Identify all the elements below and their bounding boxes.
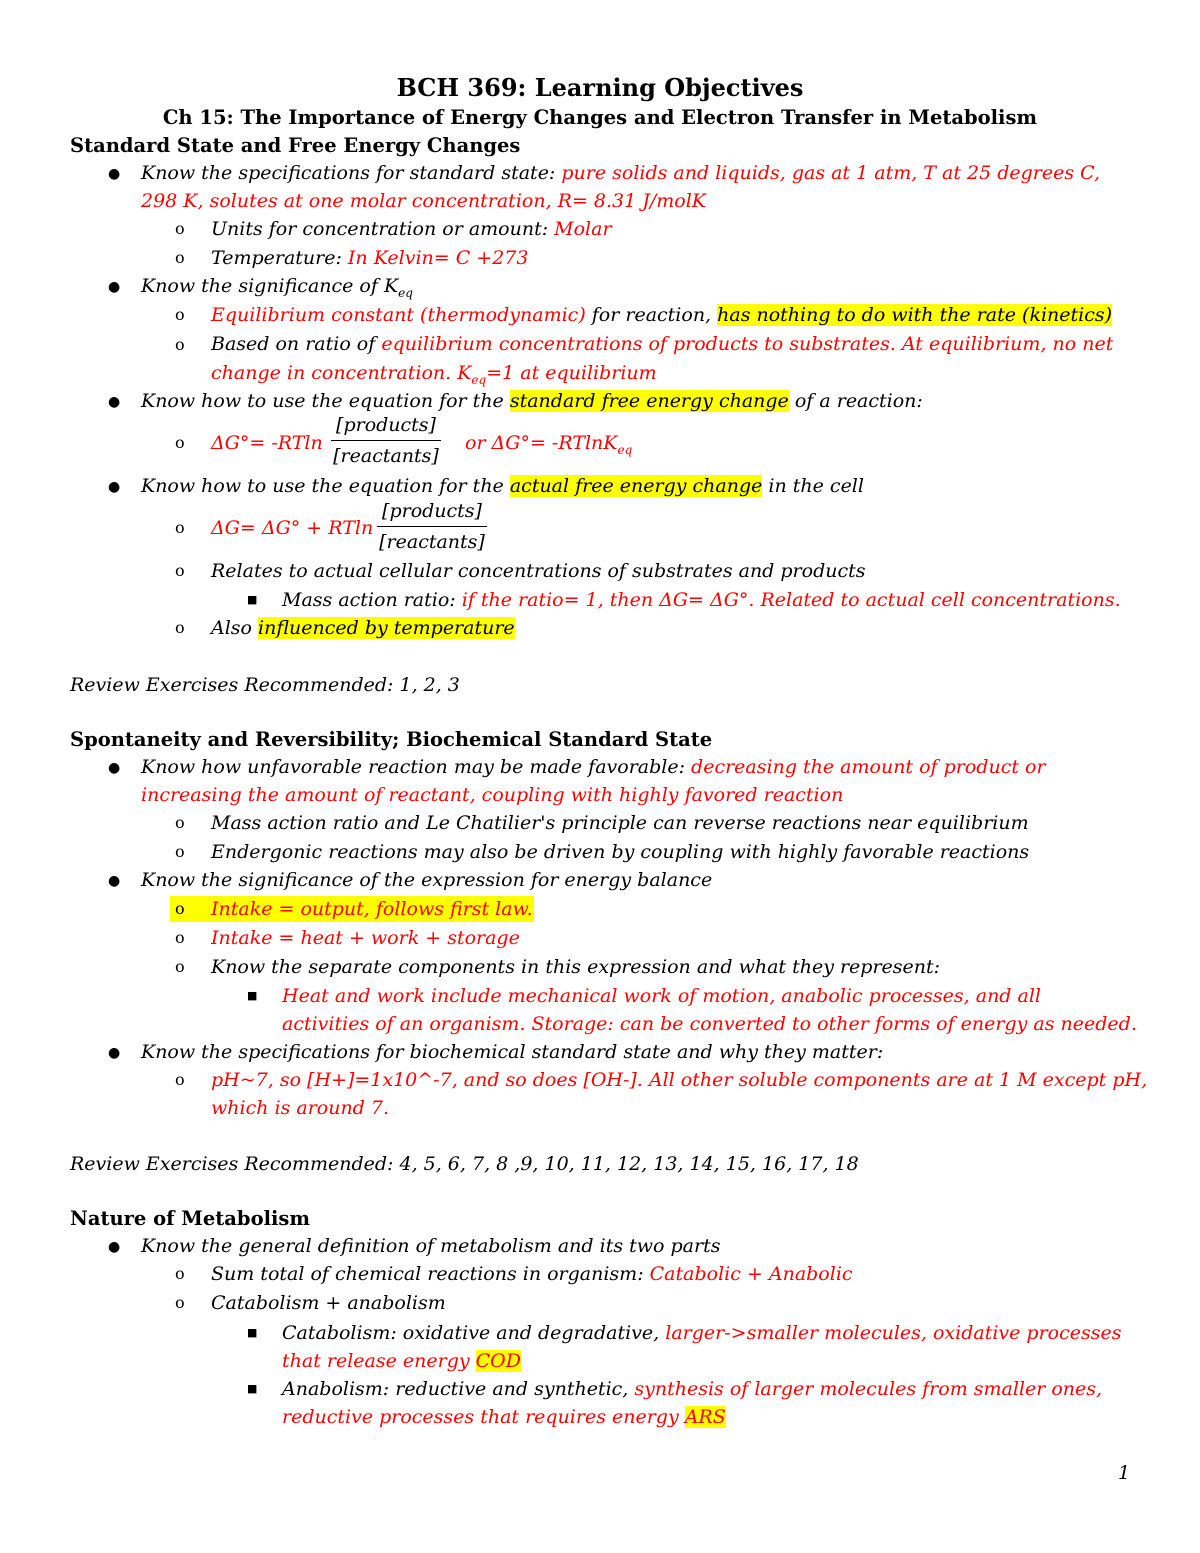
objective-line: [282, 1376, 1102, 1402]
answer-text: synthesis of larger molecules from smaller ones,: [634, 1378, 1103, 1400]
answer-text: Intake = heat + work + storage: [211, 927, 520, 949]
bullet-icon: ●: [108, 1239, 121, 1255]
bullet-icon: o: [175, 335, 185, 354]
bullet-icon: ■: [247, 593, 258, 606]
objective-line: [141, 473, 864, 499]
highlighted-text: has nothing to do with the rate (kinetics): [717, 304, 1113, 326]
bullet-icon: ■: [247, 1382, 258, 1395]
objective-text: Mass action ratio:: [282, 589, 462, 611]
answer-text: In Kelvin= C +273: [347, 247, 529, 269]
objective-text: Anabolism: reductive and synthetic,: [282, 1378, 635, 1400]
answer-text: pure solids and liquids, gas at 1 atm, T at 25 degrees C,: [561, 162, 1101, 184]
equation-standard-free-energy: ΔG°= -RTln: [211, 432, 323, 454]
equation-keq-form: [465, 430, 632, 463]
subscript-text: eq: [617, 442, 633, 457]
objective-text: Know how to use the equation for the: [141, 475, 510, 497]
bullet-icon: o: [175, 618, 185, 637]
highlighted-mnemonic: COD: [475, 1350, 521, 1372]
fraction-numerator: [products]: [336, 414, 436, 436]
bullet-icon: o: [175, 305, 185, 324]
bullet-icon: ●: [108, 394, 121, 410]
highlighted-text: influenced by temperature: [258, 617, 515, 639]
section-heading-standard-state: Standard State and Free Energy Changes: [70, 134, 521, 157]
objective-line: [211, 302, 1112, 328]
answer-text: activities of an organism. Storage: can be converted to other forms of energy as needed.: [282, 1013, 1137, 1035]
equation-actual-free-energy: ΔG= ΔG° + RTln: [211, 517, 374, 539]
objective-text: Know the specifications for biochemical standard state and why they matter:: [141, 1041, 884, 1063]
section-heading-spontaneity: Spontaneity and Reversibility; Biochemical Standard State: [70, 728, 713, 751]
bullet-icon: o: [175, 842, 185, 861]
answer-text: that release energy: [282, 1350, 476, 1372]
objective-text: Based on ratio of: [211, 333, 382, 355]
review-exercises: Review Exercises Recommended: 4, 5, 6, 7, 8 ,9, 10, 11, 12, 13, 14, 15, 16, 17, 18: [70, 1153, 859, 1175]
bullet-icon: ●: [108, 760, 121, 776]
objective-line: [211, 615, 515, 641]
bullet-icon: ●: [108, 279, 121, 295]
objective-line: [211, 331, 1113, 357]
answer-text: larger->smaller molecules, oxidative processes: [665, 1322, 1122, 1344]
objective-text: Know the significance of K: [141, 275, 399, 297]
bullet-icon: ●: [108, 479, 121, 495]
bullet-icon: o: [175, 561, 185, 580]
answer-text: Intake = output, follows first law.: [211, 898, 533, 920]
bullet-icon: ●: [108, 1045, 121, 1061]
fraction-products-reactants: [331, 410, 441, 471]
objective-text: Catabolism + anabolism: [211, 1292, 446, 1314]
bullet-icon: ■: [247, 1326, 258, 1339]
answer-text: Heat and work include mechanical work of motion, anabolic processes, and all: [282, 985, 1041, 1007]
answer-text: Equilibrium constant (thermodynamic): [211, 304, 586, 326]
fraction-numerator: [products]: [382, 500, 482, 522]
bullet-icon: o: [175, 433, 185, 452]
answer-text: Catabolic + Anabolic: [649, 1263, 853, 1285]
objective-line: [141, 754, 1046, 780]
objective-line: [141, 388, 923, 414]
highlighted-mnemonic: ARS: [684, 1406, 726, 1428]
answer-text: equilibrium concentrations of products to substrates. At equilibrium, no net: [381, 333, 1114, 355]
bullet-icon: o: [175, 518, 185, 537]
bullet-icon: o: [175, 219, 185, 238]
objective-text: Temperature:: [211, 247, 348, 269]
objective-text: Know how unfavorable reaction may be made favorable:: [141, 756, 692, 778]
objective-text: Know the separate components in this expression and what they represent:: [211, 956, 941, 978]
bullet-icon: o: [175, 1264, 185, 1283]
bullet-icon: o: [175, 899, 185, 918]
objective-line: [211, 245, 528, 271]
bullet-icon: ■: [247, 989, 258, 1002]
objective-line: [282, 1320, 1122, 1346]
answer-text: decreasing the amount of product or: [691, 756, 1046, 778]
subscript-text: eq: [398, 285, 413, 300]
bullet-icon: o: [175, 957, 185, 976]
answer-text: pH~7, so [H+]=1x10^-7, and so does [OH-]. All other soluble components are at 1 M except pH,: [211, 1069, 1148, 1091]
objective-line: [141, 273, 413, 306]
bullet-icon: ●: [108, 166, 121, 182]
fraction-denominator: [reactants]: [379, 531, 485, 553]
answer-text: increasing the amount of reactant, coupling with highly favored reaction: [141, 784, 844, 806]
answer-text: if the ratio= 1, then ΔG= ΔG°. Related to actual cell concentrations.: [461, 589, 1121, 611]
objective-line: [141, 160, 1100, 186]
objective-text: Catabolism: oxidative and degradative,: [282, 1322, 666, 1344]
objective-text: of a reaction:: [788, 390, 923, 412]
objective-text: in the cell: [762, 475, 864, 497]
document-subtitle: Ch 15: The Importance of Energy Changes and Electron Transfer in Metabolism: [162, 106, 1038, 129]
document-title: BCH 369: Learning Objectives: [396, 73, 804, 102]
section-heading-metabolism: Nature of Metabolism: [70, 1207, 310, 1230]
answer-text: change in concentration. K: [211, 362, 472, 384]
objective-text: Relates to actual cellular concentrations of substrates and products: [211, 560, 866, 582]
answer-text: 298 K, solutes at one molar concentration, R= 8.31 J/molK: [141, 190, 706, 212]
answer-text: Molar: [554, 218, 612, 240]
equation-text: or ΔG°= -RTlnK: [465, 432, 618, 454]
bullet-icon: o: [175, 1070, 185, 1089]
objective-text: Mass action ratio and Le Chatilier's principle can reverse reactions near equilibrium: [211, 812, 1029, 834]
answer-line: [282, 1348, 521, 1374]
highlighted-text: standard free energy change: [509, 390, 789, 412]
objective-line: [211, 216, 612, 242]
objective-text: Know the significance of the expression for energy balance: [141, 869, 713, 891]
answer-text: reductive processes that requires energy: [282, 1406, 685, 1428]
answer-text: =1 at equilibrium: [486, 362, 657, 384]
objective-text: Know the specifications for standard state:: [141, 162, 562, 184]
objective-text: Sum total of chemical reactions in organism:: [211, 1263, 650, 1285]
highlighted-text: actual free energy change: [509, 475, 763, 497]
bullet-icon: o: [175, 1293, 185, 1312]
objective-text: for reaction,: [585, 304, 718, 326]
page-number: 1: [1118, 1462, 1131, 1484]
objective-line: [211, 1261, 853, 1287]
fraction-denominator: [reactants]: [333, 445, 439, 467]
objective-text: Endergonic reactions may also be driven by coupling with highly favorable reactions: [211, 841, 1030, 863]
objective-text: Also: [211, 617, 259, 639]
objective-text: Know how to use the equation for the: [141, 390, 510, 412]
subscript-text: eq: [471, 372, 487, 387]
objective-text: Know the general definition of metabolism and its two parts: [141, 1235, 721, 1257]
review-exercises: Review Exercises Recommended: 1, 2, 3: [70, 674, 460, 696]
objective-text: Units for concentration or amount:: [211, 218, 555, 240]
answer-line: [282, 1404, 726, 1430]
bullet-icon: ●: [108, 873, 121, 889]
objective-line: [282, 587, 1121, 613]
bullet-icon: o: [175, 813, 185, 832]
answer-text: which is around 7.: [211, 1097, 390, 1119]
bullet-icon: o: [175, 248, 185, 267]
bullet-icon: o: [175, 928, 185, 947]
fraction-products-reactants: [377, 496, 487, 557]
